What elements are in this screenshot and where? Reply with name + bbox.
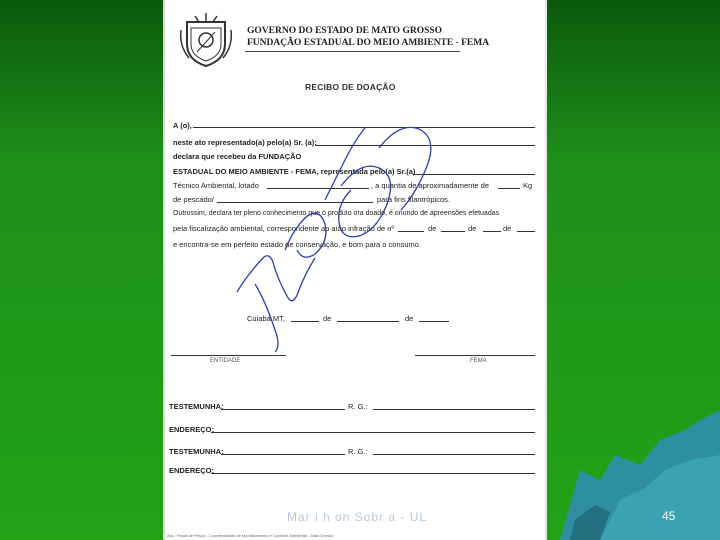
day-line bbox=[291, 321, 319, 322]
witness-2-rg-label: R. G.: bbox=[348, 447, 368, 456]
infraction-de-1: de bbox=[428, 224, 437, 233]
infraction-number-line bbox=[398, 231, 424, 232]
recipient-line-label: A (o), bbox=[173, 121, 192, 130]
document-footer: Ass.: Fiscal de Pesca - Coordenadoria de Monitoramento e Controle Ambiental - Mato Grosso bbox=[167, 533, 334, 538]
recipient-line bbox=[193, 127, 535, 128]
witness-1-line bbox=[221, 409, 345, 410]
donation-receipt-document bbox=[163, 0, 547, 540]
infraction-date-line-1 bbox=[441, 231, 465, 232]
representative-label: neste ato representado(a) pelo(a) Sr. (a): bbox=[173, 138, 317, 147]
fema-label: FEMA bbox=[470, 358, 487, 364]
month-line bbox=[337, 321, 399, 322]
witness-2-label: TESTEMUNHA: bbox=[169, 447, 224, 456]
fish-type-line bbox=[217, 202, 373, 203]
entity-signature-line bbox=[171, 355, 286, 356]
infraction-date-line-3 bbox=[517, 231, 535, 232]
document-title: RECIBO DE DOAÇÃO bbox=[305, 82, 396, 92]
conservation-text: e encontra-se em perfeito estado de conservação, e bom para o consumo. bbox=[173, 240, 422, 249]
witness-1-rg-line bbox=[373, 409, 535, 410]
header-divider bbox=[245, 51, 460, 52]
philanthropic-label: para fins filantrópicos. bbox=[377, 195, 450, 204]
agency-name: FUNDAÇÃO ESTADUAL DO MEIO AMBIENTE - FEMA bbox=[247, 38, 490, 48]
declares-label: declara que recebeu da FUNDAÇÃO bbox=[173, 152, 302, 161]
technician-location-line bbox=[267, 188, 369, 189]
quantity-label: , a quantia de aproximadamente de bbox=[371, 181, 489, 190]
fema-signature-line bbox=[415, 355, 535, 356]
fish-label: de pescado/ bbox=[173, 195, 214, 204]
kg-label: Kg bbox=[523, 181, 533, 190]
address-2-line bbox=[211, 473, 535, 474]
witness-2-line bbox=[221, 454, 345, 455]
awareness-text: Outrossim, declara ter pleno conhecimento que o produto ora doado, é oriundo de apreensões efetuadas bbox=[173, 210, 500, 217]
coat-of-arms-icon bbox=[177, 10, 235, 68]
address-2-label: ENDEREÇO: bbox=[169, 466, 215, 475]
witness-1-rg-label: R. G.: bbox=[348, 402, 368, 411]
government-title: GOVERNO DO ESTADO DE MATO GROSSO bbox=[247, 26, 443, 36]
void-scribble-annotation bbox=[165, 0, 545, 540]
witness-2-rg-line bbox=[373, 454, 535, 455]
date-de-2: de bbox=[405, 314, 414, 323]
infraction-de-2: de bbox=[468, 224, 477, 233]
quantity-line bbox=[498, 188, 520, 189]
representative-line bbox=[315, 145, 535, 146]
fema-representative-line bbox=[413, 174, 535, 175]
slide-page-number: 45 bbox=[662, 509, 676, 523]
watermark-text: Mar i h on Sobr a - UL bbox=[287, 510, 428, 524]
infraction-de-3: de bbox=[503, 224, 512, 233]
infraction-label: pela fiscalização ambiental, correspondente ao auto infração de nº bbox=[173, 224, 395, 233]
year-line bbox=[419, 321, 449, 322]
entity-label: ENTIDADE bbox=[210, 358, 241, 364]
technician-label: Técnico Ambiental, lotado bbox=[173, 181, 259, 190]
witness-1-label: TESTEMUNHA: bbox=[169, 402, 224, 411]
infraction-date-line-2 bbox=[483, 231, 501, 232]
date-de-1: de bbox=[323, 314, 332, 323]
address-1-label: ENDEREÇO: bbox=[169, 425, 215, 434]
city-date-label: Cuiabá MT, bbox=[247, 314, 285, 323]
address-1-line bbox=[211, 432, 535, 433]
fema-representative-label: ESTADUAL DO MEIO AMBIENTE - FEMA, representada pelo(a) Sr.(a) bbox=[173, 167, 416, 176]
